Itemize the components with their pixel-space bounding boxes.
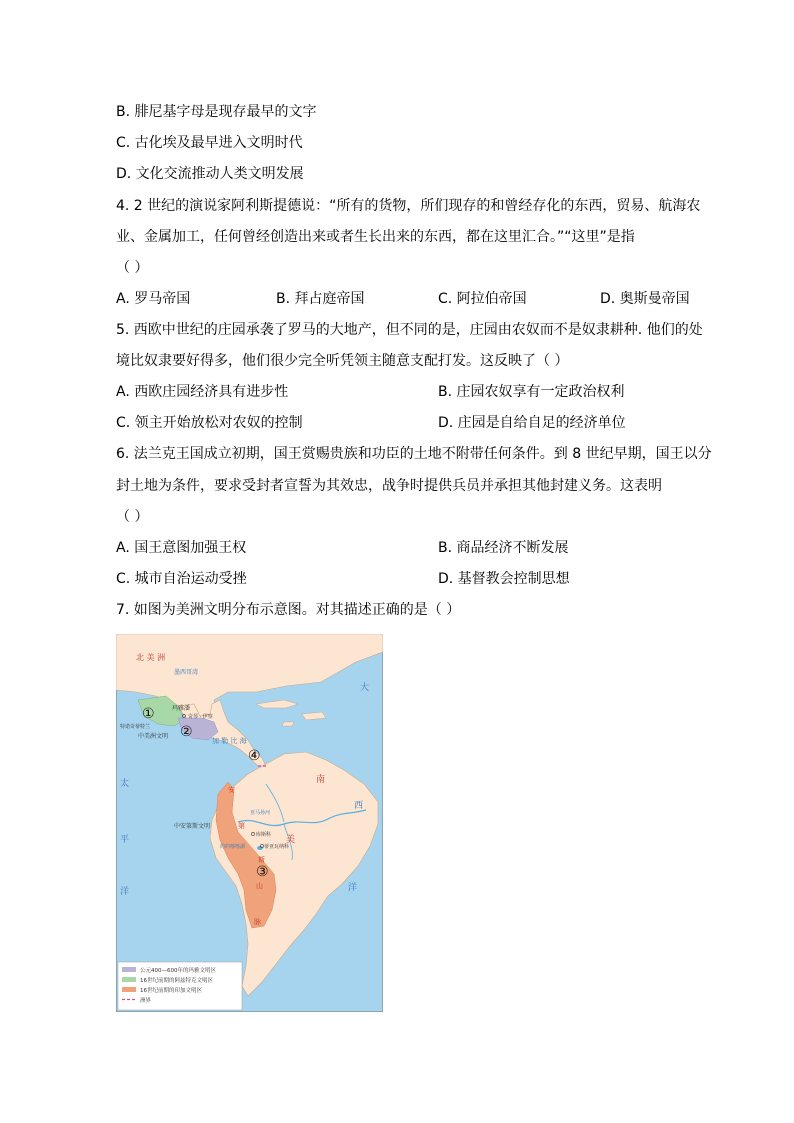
- legend-swatch-maya: [122, 967, 136, 972]
- marker-3: ③: [256, 864, 269, 880]
- label-pacific-1: 太: [120, 779, 130, 789]
- q5-option-c: C. 领主开始放松对农奴的控制: [116, 415, 303, 431]
- label-north-america: 北 美 洲: [136, 653, 166, 662]
- map-svg: [116, 634, 383, 1012]
- legend-label-aztec: 16世纪前期的阿兹特克文明区: [140, 978, 213, 984]
- label-tiwanaku: 蒂亚瓦纳科: [264, 844, 290, 850]
- label-atlantic-2: 西: [354, 801, 364, 811]
- label-andes-2: 第: [238, 822, 245, 830]
- jamaica-island: [282, 722, 294, 726]
- q6-option-a: A. 国王意图加强王权: [116, 540, 247, 556]
- legend-label-maya: 公元400—600年的玛雅文明区: [140, 968, 216, 974]
- q5-option-b: B. 庄园农奴享有一定政治权利: [438, 384, 625, 400]
- label-mesoamerica: 中美洲文明: [138, 733, 169, 740]
- marker-2: ②: [180, 724, 193, 740]
- q3-option-c: C. 古化埃及最早进入文明时代: [116, 135, 303, 151]
- q6-option-b: B. 商品经济不断发展: [438, 540, 569, 556]
- q6-stem-line3: （ ）: [116, 509, 149, 525]
- label-teotihuacan: 特诺奇蒂特兰: [120, 724, 151, 730]
- legend-swatch-inca: [122, 987, 136, 992]
- label-pacific-2: 平: [120, 835, 130, 845]
- label-chichen-itza: 奇琴 · 伊察: [188, 714, 213, 720]
- label-mayapan: 玛雅潘: [172, 705, 191, 712]
- q6-option-d: D. 基督教会控制思想: [438, 571, 570, 587]
- q5-stem-line2: 境比奴隶要好得多，他们很少完全听凭领主随意支配打发。这反映了（ ）: [116, 353, 569, 369]
- q6-stem-line1: 6. 法兰克王国成立初期，国王赏赐贵族和功臣的土地不附带任何条件。到 8 世纪早期，国王以分: [116, 446, 712, 462]
- q4-stem-line3: （ ）: [116, 260, 149, 276]
- q4-option-c: C. 阿拉伯帝国: [438, 291, 527, 307]
- label-atlantic-3: 洋: [348, 883, 358, 893]
- label-amazon: 亚马孙河: [250, 810, 271, 816]
- q6-stem-line2: 封土地为条件，要求受封者宣誓为其效忠，战争时提供兵员并承担其他封建义务。这表明: [116, 478, 662, 494]
- label-south-america-2: 美: [286, 835, 296, 845]
- label-atlantic-1: 大: [360, 683, 370, 693]
- marker-4: ④: [248, 748, 261, 764]
- legend-label-inca: 16世纪前期的印加文明区: [140, 988, 202, 994]
- label-caribbean: 加 勒 比 海: [212, 737, 247, 745]
- q4-option-d: D. 奥斯曼帝国: [600, 291, 690, 307]
- label-south-america-1: 南: [316, 775, 326, 785]
- q6-option-c: C. 城市自治运动受挫: [116, 571, 247, 587]
- q3-option-b: B. 腓尼基字母是现存最早的文字: [116, 104, 317, 120]
- legend-swatch-aztec: [122, 977, 136, 982]
- label-pacific-3: 洋: [120, 887, 130, 897]
- q3-option-d: D. 文化交流推动人类文明发展: [116, 166, 304, 182]
- label-andes-1: 安: [228, 786, 235, 794]
- label-andes-4: 山: [256, 882, 263, 890]
- titicaca-lake: [257, 846, 263, 850]
- q4-option-a: A. 罗马帝国: [116, 291, 191, 307]
- q5-option-a: A. 西欧庄园经济具有进步性: [116, 384, 289, 400]
- label-cusco: 库斯科: [256, 832, 272, 838]
- q4-option-b: B. 拜占庭帝国: [276, 291, 365, 307]
- q4-stem-line1: 4. 2 世纪的演说家阿利斯提德说：“所有的货物，所们现存的和曾经存化的东西，贸易、航海农: [116, 198, 701, 214]
- label-andes-5: 脉: [254, 918, 261, 926]
- label-central-andes: 中安第斯文明: [174, 823, 211, 830]
- label-mexico-gulf: 墨西哥湾: [174, 669, 199, 676]
- q5-option-d: D. 庄园是自给自足的经济单位: [438, 415, 626, 431]
- label-andes-3: 斯: [258, 856, 265, 864]
- legend-label-boundary: 洲界: [140, 998, 152, 1004]
- q7-stem-line1: 7. 如图为美洲文明分布示意图。对其描述正确的是（ ）: [116, 602, 461, 618]
- americas-civilization-map: [116, 634, 383, 1012]
- marker-1: ①: [142, 706, 155, 722]
- map-legend: [118, 962, 242, 1010]
- q5-stem-line1: 5. 西欧中世纪的庄园承袭了罗马的大地产，但不同的是，庄园由农奴而不是奴隶耕种. 他们的处: [116, 322, 703, 338]
- q4-stem-line2: 业、金属加工，任何曾经创造出来或者生长出来的东西，都在这里汇合。”“这里”是指: [116, 229, 635, 245]
- label-titicaca: 的的喀喀湖: [220, 844, 246, 850]
